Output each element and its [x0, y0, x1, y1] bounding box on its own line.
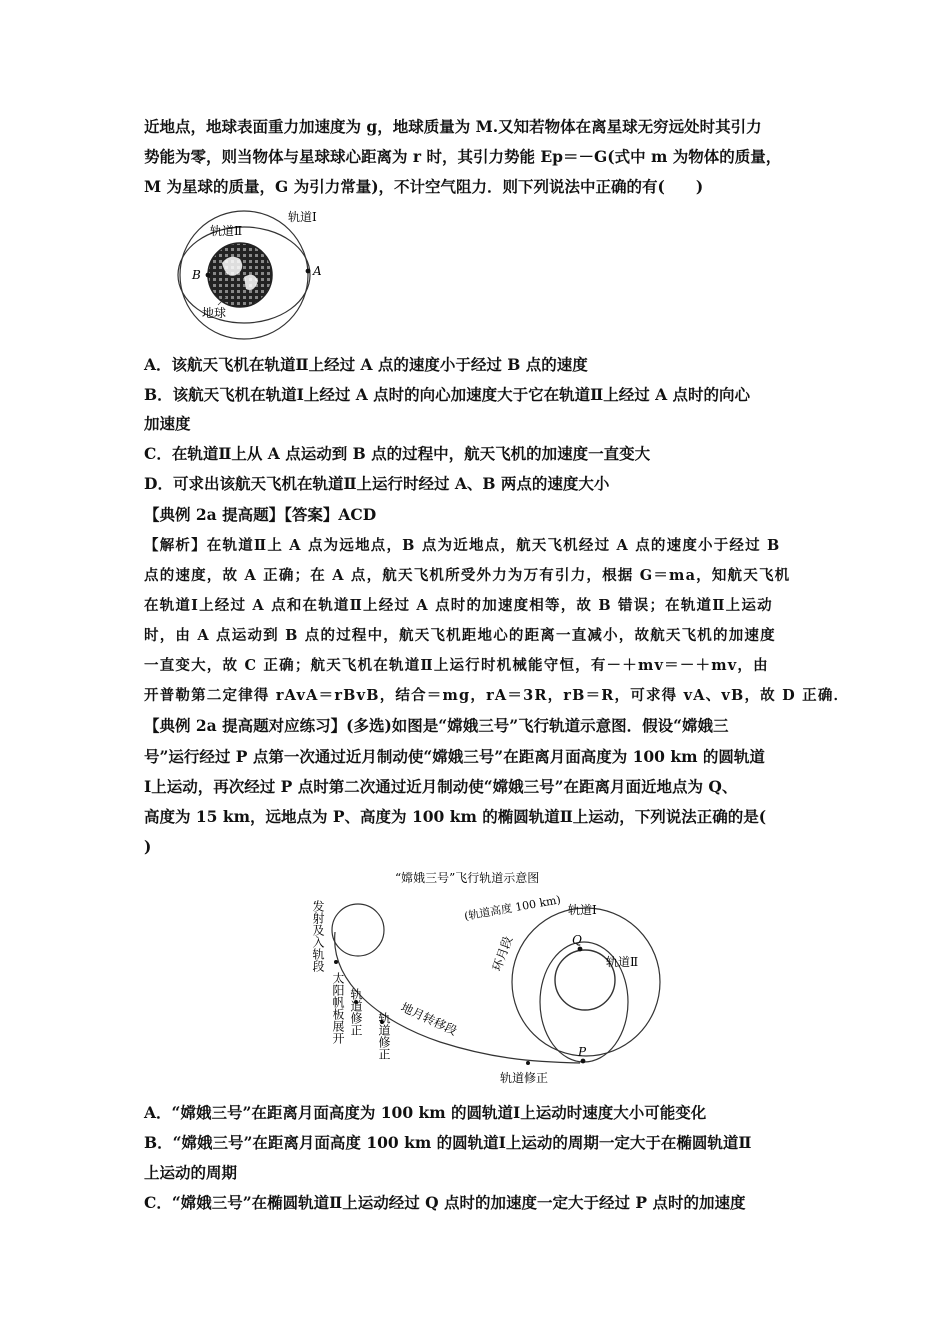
- solution-line: 时，由 A 点运动到 B 点的过程中，航天飞机距地心的距离一直减小，故航天飞机的加速度: [144, 627, 776, 644]
- earth-globe: [208, 243, 272, 307]
- exercise-text-line: 号”运行经过 P 点第一次通过近月制动使“嫦娥三号”在距离月面高度为 100 km 的圆轨道: [144, 747, 765, 766]
- point-p-dot: [581, 1059, 586, 1064]
- label-orbit-1: 轨道Ⅰ: [568, 903, 597, 917]
- orbit-diagram-earth: [170, 205, 340, 350]
- solution-line: 点的速度，故 A 正确；在 A 点，航天飞机所受外力为万有引力，根据 G＝ma，知航天飞机: [144, 567, 791, 584]
- label-orbit-2: 轨道Ⅱ: [210, 224, 243, 238]
- label-transfer: 地月转移段: [398, 1000, 460, 1039]
- option-line: B．“嫦娥三号”在距离月面高度 100 km 的圆轨道Ⅰ上运动的周期一定大于在椭圆轨道Ⅱ: [144, 1133, 752, 1152]
- point-b-dot: [206, 273, 211, 278]
- question-text-line: M 为星球的质量，G 为引力常量)，不计空气阻力．则下列说法中正确的有( ): [144, 177, 704, 196]
- solution-line: 【解析】在轨道Ⅱ上 A 点为远地点，B 点为近地点，航天飞机经过 A 点的速度小于经过 B: [144, 537, 781, 554]
- answer-line: 【典例 2a 提高题】【答案】ACD: [144, 505, 377, 524]
- exercise-text-line: 【典例 2a 提高题对应练习】(多选)如图是“嫦娥三号”飞行轨道示意图．假设“嫦娥三: [144, 716, 729, 735]
- point-marker: [526, 1061, 530, 1065]
- label-a: A: [313, 264, 322, 278]
- label-correction-bottom: 轨道修正: [500, 1071, 549, 1085]
- solution-line: 开普勒第二定律得 rAvA＝rBvB，结合＝mg，rA＝3R，rB＝R，可求得 vA、vB，故 D 正确．: [144, 687, 850, 704]
- label-earth: 地球: [202, 306, 227, 320]
- option-line: B．该航天飞机在轨道Ⅰ上经过 A 点时的向心加速度大于它在轨道Ⅱ上经过 A 点时的向心: [144, 385, 751, 404]
- figure-title: “嫦娥三号”飞行轨道示意图: [395, 871, 540, 885]
- exercise-text-line: 高度为 15 km，远地点为 P、高度为 100 km 的椭圆轨道Ⅱ上运动，下列说法正确的是(: [144, 807, 767, 826]
- option-line: 加速度: [144, 414, 191, 433]
- label-b: B: [192, 268, 201, 282]
- exercise-text-line: ): [144, 837, 152, 856]
- option-line: C．在轨道Ⅱ上从 A 点运动到 B 点的过程中，航天飞机的加速度一直变大: [144, 444, 651, 463]
- label-p: P: [578, 1045, 587, 1059]
- label-orbit-height: (轨道高度 100 km): [463, 893, 562, 923]
- point-a-dot: [306, 269, 311, 274]
- label-q: Q: [572, 933, 582, 947]
- change3-trajectory-diagram: [300, 862, 680, 1092]
- option-line: C．“嫦娥三号”在椭圆轨道Ⅱ上运动经过 Q 点时的加速度一定大于经过 P 点时的加速度: [144, 1193, 746, 1212]
- point-marker: [334, 960, 338, 964]
- label-orbit-1: 轨道Ⅰ: [288, 210, 317, 224]
- label-launch: 发射及入轨段: [311, 900, 325, 972]
- orbit-1-circle: [512, 908, 660, 1056]
- option-line: 上运动的周期: [144, 1163, 238, 1182]
- point-q-dot: [578, 947, 583, 952]
- earth-circle: [332, 904, 384, 956]
- label-correction-1: 轨道修正: [349, 988, 363, 1036]
- label-lunar-orbit: 环月段: [489, 934, 516, 974]
- option-line: A．该航天飞机在轨道Ⅱ上经过 A 点的速度小于经过 B 点的速度: [144, 355, 588, 374]
- question-text-line: 近地点，地球表面重力加速度为 g，地球质量为 M.又知若物体在离星球无穷远处时其引力: [144, 117, 762, 136]
- solution-line: 一直变大，故 C 正确；航天飞机在轨道Ⅱ上运行时机械能守恒，有－＋mv＝－＋mv，由: [144, 657, 769, 674]
- label-correction-2: 轨道修正: [377, 1012, 391, 1060]
- exercise-text-line: Ⅰ上运动，再次经过 P 点时第二次通过近月制动使“嫦娥三号”在距离月面近地点为 Q、: [144, 777, 738, 796]
- label-solar: 太阳帆板展开: [331, 972, 345, 1044]
- question-text-line: 势能为零，则当物体与星球球心距离为 r 时，其引力势能 Ep＝－G(式中 m 为物体的质量，: [144, 147, 782, 166]
- label-orbit-2: 轨道Ⅱ: [606, 955, 639, 969]
- option-line: A．“嫦娥三号”在距离月面高度为 100 km 的圆轨道Ⅰ上运动时速度大小可能变化: [144, 1103, 707, 1122]
- option-line: D．可求出该航天飞机在轨道Ⅱ上运行时经过 A、B 两点的速度大小: [144, 474, 610, 493]
- solution-line: 在轨道Ⅰ上经过 A 点和在轨道Ⅱ上经过 A 点时的加速度相等，故 B 错误；在轨道Ⅱ上运动: [144, 597, 773, 614]
